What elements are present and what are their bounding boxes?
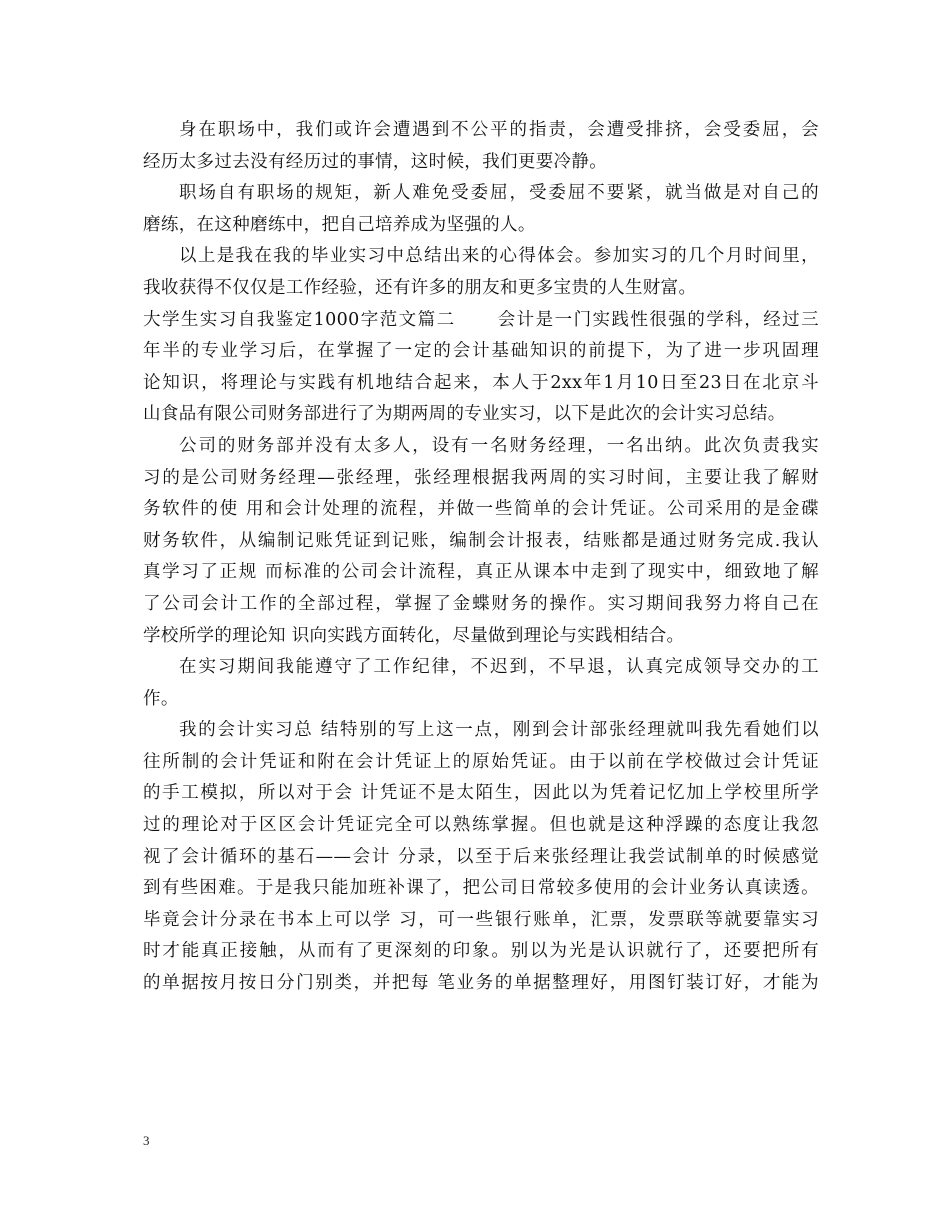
text-line: 到有些困难。于是我只能加班补课了，把公司日常较多使用的会计业务认真读透。 — [143, 878, 819, 899]
text-line: 以上是我在我的毕业实习中总结出来的心得体会。参加实习的几个月时间里， — [179, 246, 819, 267]
text-line: 身在职场中，我们或许会遭遇到不公平的指责，会遭受排挤，会受委屈，会 — [179, 120, 819, 140]
text-line: 了公司会计工作的全部过程，掌握了金蝶财务的操作。实习期间我努力将自己在 — [143, 593, 819, 614]
text-line: 我收获得不仅仅是工作经验，还有许多的朋友和更多宝贵的人生财富。 — [143, 277, 697, 298]
text-line: 视了会计循环的基石——会计 分录，以至于后来张经理让我尝试制单的时候感觉 — [143, 846, 819, 867]
text-line: 公司的财务部并没有太多人，设有一名财务经理，一名出纳。此次负责我实 — [179, 435, 819, 456]
text-line: 在实习期间我能遵守了工作纪律，不迟到，不早退，认真完成领导交办的工 — [179, 657, 819, 678]
text-line: 经历太多过去没有经历过的事情，这时候，我们更要冷静。 — [143, 151, 608, 172]
text-line: 务软件的使 用和会计处理的流程，并做一些简单的会计凭证。公司采用的是金碟 — [143, 499, 819, 520]
text-line: 论知识，将理论与实践有机地结合起来，本人于2xx年1月10日至23日在北京斗 — [143, 372, 819, 393]
body-text — [143, 115, 819, 1000]
text-line: 时才能真正接触，从而有了更深刻的印象。别以为光是认识就行了，还要把所有 — [143, 941, 819, 962]
text-line: 我的会计实习总 结特别的写上这一点，刚到会计部张经理就叫我先看她们以 — [179, 720, 819, 741]
text-line: 习的是公司财务经理—张经理，张经理根据我两周的实习时间，主要让我了解财 — [143, 467, 819, 488]
text-line: 真学习了正规 而标准的公司会计流程，真正从课本中走到了现实中，细致地了解 — [143, 562, 819, 583]
text-line: 作。 — [143, 688, 179, 709]
text-line: 大学生实习自我鉴定1000字范文篇二 会计是一门实践性很强的学科，经过三 — [143, 309, 819, 330]
text-line: 的单据按月按日分门别类，并把每 笔业务的单据整理好，用图钉装订好，才能为 — [143, 973, 819, 994]
text-line: 职场自有职场的规矩，新人难免受委屈，受委屈不要紧，就当做是对自己的 — [179, 183, 819, 204]
text-line: 学校所学的理论知 识向实践方面转化，尽量做到理论与实践相结合。 — [143, 625, 685, 646]
page-number: 3 — [143, 1133, 150, 1148]
text-line: 财务软件，从编制记账凭证到记账，编制会计报表，结账都是通过财务完成.我认 — [143, 530, 819, 551]
text-line: 毕竟会计分录在书本上可以学 习，可一些银行账单，汇票，发票联等就要靠实习 — [143, 909, 819, 930]
text-line: 往所制的会计凭证和附在会计凭证上的原始凭证。由于以前在学校做过会计凭证 — [143, 751, 819, 772]
text-line: 年半的专业学习后，在掌握了一定的会计基础知识的前提下，为了进一步巩固理 — [143, 341, 819, 362]
text-line: 的手工模拟，所以对于会 计凭证不是太陌生，因此以为凭着记忆加上学校里所学 — [143, 783, 819, 804]
text-line: 过的理论对于区区会计凭证完全可以熟练掌握。但也就是这种浮躁的态度让我忽 — [143, 815, 819, 836]
text-line: 山食品有限公司财务部进行了为期两周的专业实习，以下是此次的会计实习总结。 — [143, 404, 786, 425]
text-line: 磨练，在这种磨练中，把自己培养成为坚强的人。 — [143, 214, 536, 235]
